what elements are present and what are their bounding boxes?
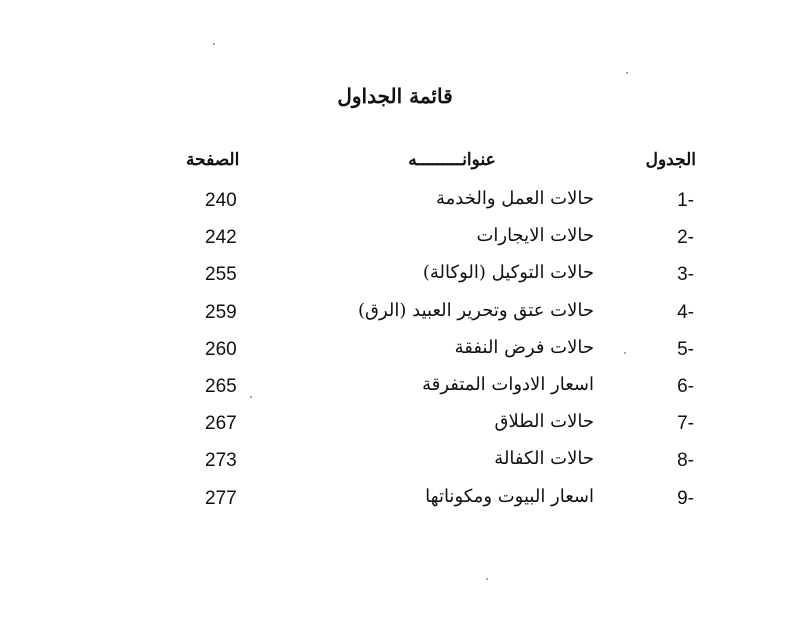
row-number: 4- <box>677 301 694 323</box>
column-header-page: الصفحة <box>186 150 240 170</box>
row-title: حالات عتق وتحرير العبيد (الرق) <box>358 299 594 321</box>
row-title: اسعار البيوت ومكوناتها <box>425 485 594 507</box>
row-page: 255 <box>205 264 237 286</box>
row-page: 273 <box>205 450 237 472</box>
page-title: قائمة الجداول <box>337 84 453 108</box>
table-row <box>0 484 800 521</box>
table-row <box>0 446 800 483</box>
scan-speck <box>250 396 252 398</box>
table-row <box>0 372 800 409</box>
scan-speck <box>624 352 626 354</box>
row-number: 3- <box>677 264 694 286</box>
row-number: 9- <box>677 487 694 509</box>
row-number: 8- <box>677 450 694 472</box>
row-number: 6- <box>677 375 694 397</box>
row-page: 260 <box>205 338 237 360</box>
row-title: حالات التوكيل (الوكالة) <box>422 262 594 284</box>
table-row <box>0 186 800 223</box>
table-row <box>0 335 800 372</box>
table-row <box>0 260 800 297</box>
row-number: 1- <box>677 190 694 211</box>
row-page: 242 <box>205 227 237 249</box>
column-header-subject: عنوانـــــــــه <box>408 150 496 170</box>
scan-speck <box>486 578 488 580</box>
row-page: 267 <box>205 413 237 435</box>
row-title: حالات الكفالة <box>494 448 594 470</box>
row-number: 5- <box>677 338 694 360</box>
row-title: حالات الطلاق <box>494 411 594 433</box>
row-page: 240 <box>205 190 237 211</box>
scan-speck <box>213 43 215 45</box>
row-title: اسعار الادوات المتفرقة <box>422 373 594 395</box>
row-title: حالات فرض النفقة <box>454 336 594 358</box>
row-number: 7- <box>677 413 694 435</box>
row-title: حالات الايجارات <box>476 225 594 247</box>
table-row <box>0 409 800 446</box>
row-page: 277 <box>205 487 237 509</box>
scan-speck <box>626 72 628 74</box>
row-page: 259 <box>205 301 237 323</box>
row-title: حالات العمل والخدمة <box>435 188 594 209</box>
table-row <box>0 223 800 260</box>
column-header-table: الجدول <box>645 150 696 170</box>
row-page: 265 <box>205 375 237 397</box>
table-row <box>0 298 800 335</box>
table-list <box>0 186 800 521</box>
row-number: 2- <box>677 227 694 249</box>
